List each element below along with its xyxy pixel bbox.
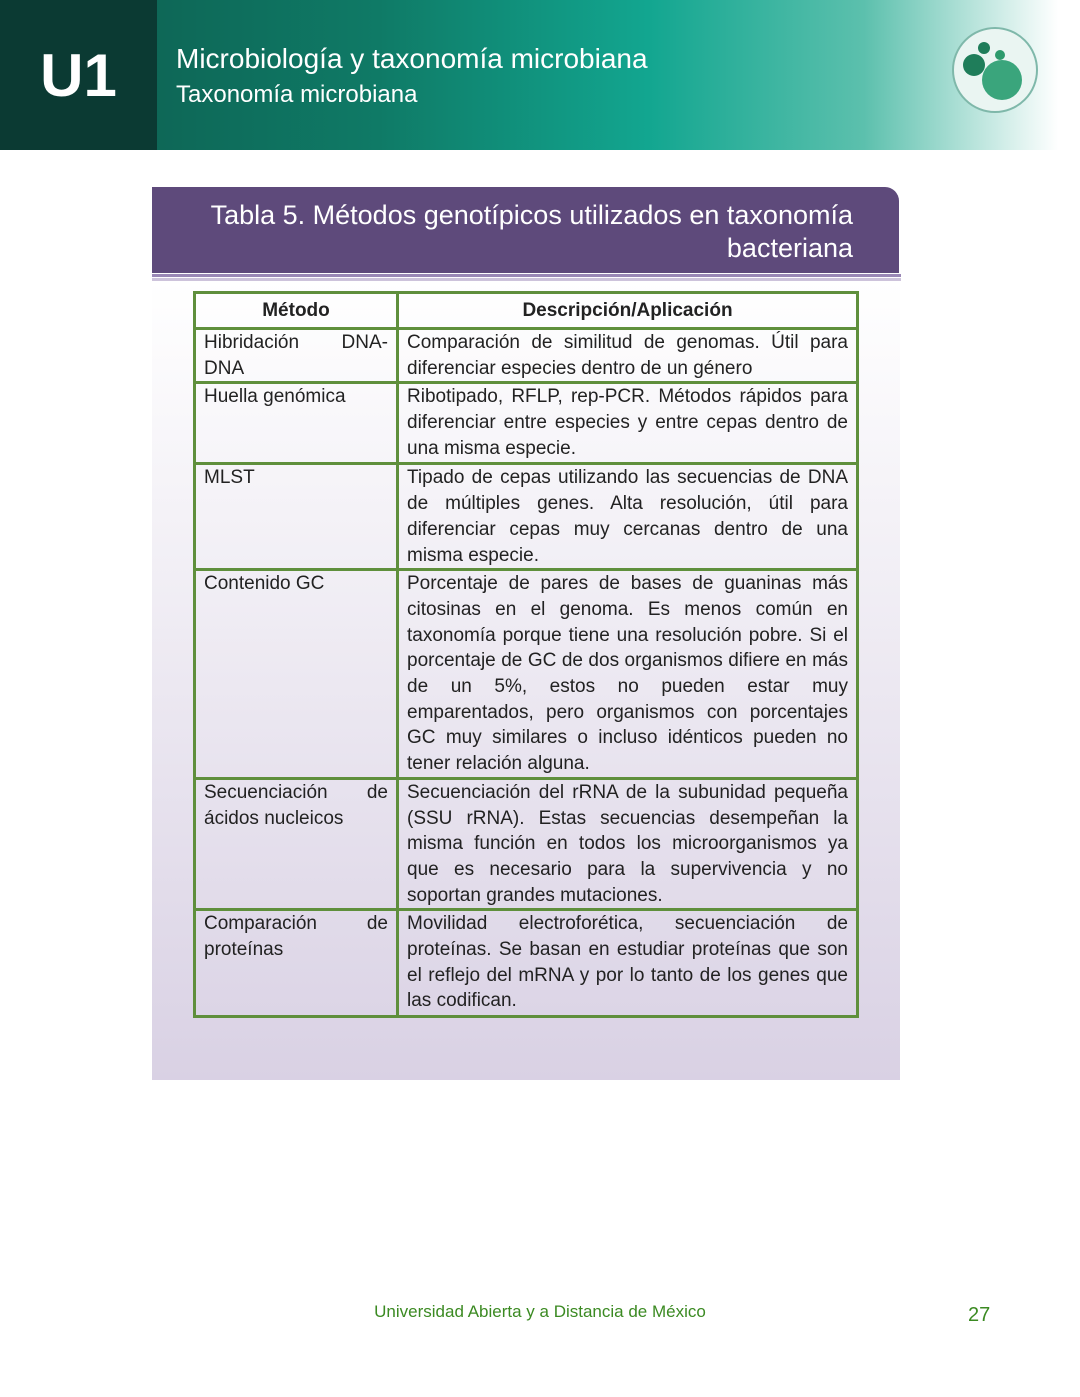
genotypic-methods-table (193, 291, 859, 1018)
header-subtitle: Taxonomía microbiana (176, 81, 418, 108)
column-header-description: Descripción/Aplicación (398, 293, 858, 329)
method-cell: Secuenciación de ácidos nucleicos (195, 778, 398, 910)
method-cell: Comparación de proteínas (195, 910, 398, 1017)
table-row (195, 464, 858, 570)
description-cell: Movilidad electroforética, secuenciación de proteínas. Se basan en estudiar proteínas que son el reflejo del mRNA y por lo tanto de los genes que las codifican. (398, 910, 858, 1017)
page-number: 27 (968, 1304, 991, 1326)
method-cell: Hibridación DNA-DNA (195, 329, 398, 383)
table-title (152, 187, 899, 273)
title-divider-light (152, 278, 901, 281)
description-cell: Ribotipado, RFLP, rep-PCR. Métodos rápidos para diferenciar entre especies y entre cepas dentro de una misma especie. (398, 383, 858, 464)
table-header-row (195, 293, 858, 329)
table-row (195, 383, 858, 464)
table-title-line2: bacteriana (726, 233, 853, 263)
table-row (195, 329, 858, 383)
title-divider (152, 274, 901, 277)
method-cell: MLST (195, 464, 398, 570)
table-row (195, 778, 858, 910)
table-row (195, 910, 858, 1017)
description-cell: Tipado de cepas utilizando las secuencias de DNA de múltiples genes. Alta resolución, útil para diferenciar cepas muy cercanas dentro de una misma especie. (398, 464, 858, 570)
footer-institution: Universidad Abierta y a Distancia de México (374, 1302, 706, 1321)
description-cell: Secuenciación del rRNA de la subunidad pequeña (SSU rRNA). Estas secuencias desempeñan la misma función en todos los microorganismos ya que es necesario para la supervivencia y no soportan grandes mutaciones. (398, 778, 858, 910)
unit-label: U1 (0, 0, 157, 150)
description-cell: Comparación de similitud de genomas. Útil para diferenciar especies dentro de un género (398, 329, 858, 383)
table-title-line1: Tabla 5. Métodos genotípicos utilizados en taxonomía (210, 200, 853, 230)
column-header-method: Método (195, 293, 398, 329)
page-header-banner (0, 0, 1080, 150)
description-cell: Porcentaje de pares de bases de guaninas más citosinas en el genoma. Es menos común en taxonomía porque tiene una resolución pobre. Si el porcentaje de GC de dos organismos difiere en más de un 5%, estos no pueden estar muy emparentados, pero organismos con porcentajes GC muy similares o incluso idénticos pueden no tener relación alguna. (398, 570, 858, 779)
method-cell: Huella genómica (195, 383, 398, 464)
header-title: Microbiología y taxonomía microbiana (176, 43, 648, 74)
method-cell: Contenido GC (195, 570, 398, 779)
university-logo-icon (950, 25, 1040, 115)
table-row (195, 570, 858, 779)
